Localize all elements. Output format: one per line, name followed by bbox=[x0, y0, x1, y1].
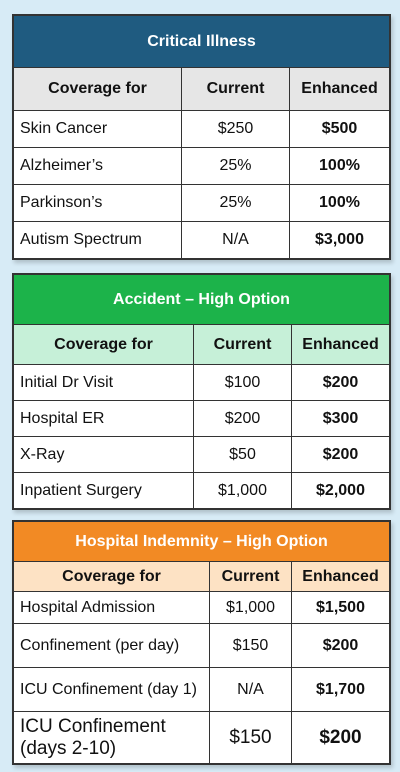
column-header-enhanced: Enhanced bbox=[292, 562, 390, 592]
current-cell: $100 bbox=[194, 365, 292, 401]
current-cell: $200 bbox=[194, 401, 292, 437]
table-row bbox=[14, 111, 390, 148]
hospital-indemnity-panel bbox=[12, 520, 391, 765]
current-cell: N/A bbox=[182, 222, 290, 259]
column-header-coverage: Coverage for bbox=[14, 562, 210, 592]
coverage-cell: Autism Spectrum bbox=[14, 222, 182, 259]
table-row bbox=[14, 148, 390, 185]
column-header-coverage: Coverage for bbox=[14, 325, 194, 365]
current-cell: 25% bbox=[182, 148, 290, 185]
column-header-coverage: Coverage for bbox=[14, 68, 182, 111]
column-header-current: Current bbox=[182, 68, 290, 111]
coverage-cell: ICU Confinement (day 1) bbox=[14, 668, 210, 712]
coverage-cell: Hospital ER bbox=[14, 401, 194, 437]
table-row bbox=[14, 473, 390, 509]
coverage-cell: Confinement (per day) bbox=[14, 624, 210, 668]
current-cell: $1,000 bbox=[210, 592, 292, 624]
table-row bbox=[14, 624, 390, 668]
current-cell: 25% bbox=[182, 185, 290, 222]
column-header-enhanced: Enhanced bbox=[292, 325, 390, 365]
coverage-cell: Parkinson’s bbox=[14, 185, 182, 222]
coverage-cell: ICU Confinement (days 2-10) bbox=[14, 712, 210, 764]
table-title: Hospital Indemnity – High Option bbox=[14, 522, 390, 562]
enhanced-cell: $200 bbox=[292, 365, 390, 401]
enhanced-cell: $2,000 bbox=[292, 473, 390, 509]
column-header-current: Current bbox=[210, 562, 292, 592]
table-row bbox=[14, 712, 390, 764]
current-cell: N/A bbox=[210, 668, 292, 712]
coverage-cell: Hospital Admission bbox=[14, 592, 210, 624]
critical-illness-panel bbox=[12, 14, 391, 260]
current-cell: $150 bbox=[210, 712, 292, 764]
column-header-enhanced: Enhanced bbox=[290, 68, 390, 111]
current-cell: $50 bbox=[194, 437, 292, 473]
table-row bbox=[14, 592, 390, 624]
table-title: Critical Illness bbox=[14, 16, 390, 68]
coverage-cell: Skin Cancer bbox=[14, 111, 182, 148]
enhanced-cell: $300 bbox=[292, 401, 390, 437]
enhanced-cell: $500 bbox=[290, 111, 390, 148]
table-row bbox=[14, 365, 390, 401]
table-row bbox=[14, 185, 390, 222]
table-title: Accident – High Option bbox=[14, 275, 390, 325]
hospital-indemnity-table bbox=[13, 521, 390, 764]
coverage-cell: Initial Dr Visit bbox=[14, 365, 194, 401]
coverage-cell: Inpatient Surgery bbox=[14, 473, 194, 509]
coverage-cell: Alzheimer’s bbox=[14, 148, 182, 185]
current-cell: $150 bbox=[210, 624, 292, 668]
enhanced-cell: $200 bbox=[292, 624, 390, 668]
accident-panel bbox=[12, 273, 391, 510]
current-cell: $1,000 bbox=[194, 473, 292, 509]
table-row bbox=[14, 401, 390, 437]
enhanced-cell: $1,700 bbox=[292, 668, 390, 712]
enhanced-cell: 100% bbox=[290, 148, 390, 185]
critical-illness-table bbox=[13, 15, 390, 259]
enhanced-cell: $3,000 bbox=[290, 222, 390, 259]
coverage-cell: X-Ray bbox=[14, 437, 194, 473]
accident-table bbox=[13, 274, 390, 509]
enhanced-cell: 100% bbox=[290, 185, 390, 222]
current-cell: $250 bbox=[182, 111, 290, 148]
table-row bbox=[14, 222, 390, 259]
enhanced-cell: $1,500 bbox=[292, 592, 390, 624]
table-row bbox=[14, 437, 390, 473]
table-row bbox=[14, 668, 390, 712]
enhanced-cell: $200 bbox=[292, 712, 390, 764]
column-header-current: Current bbox=[194, 325, 292, 365]
enhanced-cell: $200 bbox=[292, 437, 390, 473]
